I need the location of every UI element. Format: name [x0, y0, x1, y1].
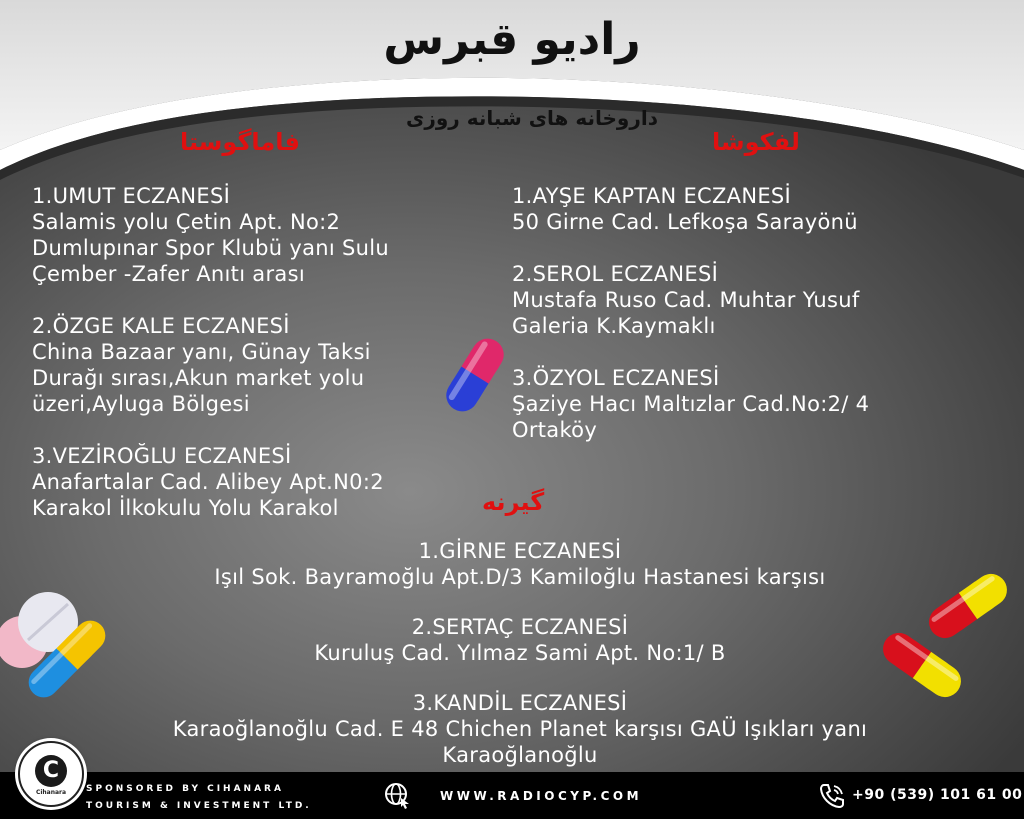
pharmacy-address: Anafartalar Cad. Alibey Apt.N0:2 — [32, 470, 384, 494]
region-girne: گیرنه — [482, 488, 545, 516]
pharmacy-address: Galeria K.Kaymaklı — [512, 314, 716, 338]
pharmacy-address: Çember -Zafer Anıtı arası — [32, 262, 305, 286]
pharmacy-address: Işıl Sok. Bayramoğlu Apt.D/3 Kamiloğlu Hastanesi karşısı — [214, 565, 826, 589]
pharmacy-address: Karaoğlanoğlu Cad. E 48 Chichen Planet karşısı GAÜ Işıkları yanı — [172, 717, 868, 741]
website-link[interactable]: WWW.RADIOCYP.COM — [440, 789, 643, 803]
pharmacy-item — [32, 313, 389, 417]
logo-text: Cihanara — [35, 789, 67, 796]
pharmacy-name: 1.GİRNE ECZANESİ — [418, 539, 622, 563]
pharmacy-name: 2.SEROL ECZANESİ — [512, 262, 719, 286]
pharmacy-address: üzeri,Ayluga Bölgesi — [32, 392, 250, 416]
region-lefkosa: لفکوشا — [712, 128, 800, 156]
pharmacy-name: 3.ÖZYOL ECZANESİ — [512, 366, 720, 390]
pharmacy-address: China Bazaar yanı, Günay Taksi — [32, 340, 371, 364]
pharmacy-address: Şaziye Hacı Maltızlar Cad.No:2/ 4 — [512, 392, 870, 416]
page-subtitle: داروخانه های شبانه روزی — [406, 106, 658, 130]
pharmacy-address: 50 Girne Cad. Lefkoşa Sarayönü — [512, 210, 858, 234]
pharmacy-address: Mustafa Ruso Cad. Muhtar Yusuf — [512, 288, 860, 312]
pill-capsule-icon — [12, 604, 122, 714]
famagusta-list — [32, 183, 389, 547]
pharmacy-address: Ortaköy — [512, 418, 598, 442]
pill-capsule-icon — [872, 620, 972, 710]
pharmacy-address: Kuruluş Cad. Yılmaz Sami Apt. No:1/ B — [314, 641, 726, 665]
pharmacy-item — [32, 183, 389, 287]
pharmacy-name: 3.VEZİROĞLU ECZANESİ — [32, 444, 292, 468]
pharmacy-item — [512, 183, 869, 235]
globe-icon — [382, 780, 412, 810]
sponsor-text — [86, 781, 312, 815]
pharmacy-item — [32, 443, 389, 521]
sponsor-line-2: TOURISM & INVESTMENT LTD. — [86, 801, 312, 811]
pharmacy-address: Dumlupınar Spor Klubü yanı Sulu — [32, 236, 389, 260]
pharmacy-name: 1.AYŞE KAPTAN ECZANESİ — [512, 184, 792, 208]
pharmacy-item — [40, 690, 1000, 768]
girne-list — [40, 538, 1000, 792]
pharmacy-address: Durağı sırası,Akun market yolu — [32, 366, 365, 390]
sponsor-logo — [18, 741, 84, 807]
pill-capsule-icon — [430, 330, 520, 420]
pharmacy-name: 1.UMUT ECZANESİ — [32, 184, 231, 208]
lefkosa-list — [512, 183, 869, 469]
page-title: رادیو قبرس — [383, 14, 641, 65]
pharmacy-name: 2.SERTAÇ ECZANESİ — [411, 615, 629, 639]
pharmacy-item — [40, 538, 1000, 590]
pharmacy-item — [40, 614, 1000, 666]
pharmacy-item — [512, 365, 869, 443]
phone-link[interactable]: +90 (539) 101 61 00 — [852, 787, 1023, 803]
pharmacy-name: 3.KANDİL ECZANESİ — [412, 691, 628, 715]
region-famagusta: فاماگوستا — [180, 128, 301, 156]
phone-icon — [818, 782, 846, 810]
pharmacy-address: Karakol İlkokulu Yolu Karakol — [32, 496, 339, 520]
pharmacy-name: 2.ÖZGE KALE ECZANESİ — [32, 314, 290, 338]
pharmacy-item — [512, 261, 869, 339]
logo-letter: C — [35, 755, 67, 787]
sponsor-line-1: SPONSORED BY CIHANARA — [86, 784, 284, 794]
pharmacy-address: Salamis yolu Çetin Apt. No:2 — [32, 210, 341, 234]
pharmacy-address: Karaoğlanoğlu — [442, 743, 598, 767]
